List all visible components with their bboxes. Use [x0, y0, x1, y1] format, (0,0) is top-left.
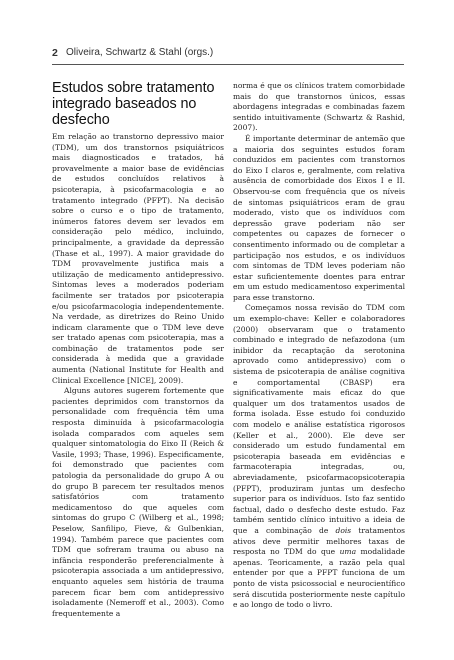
paragraph-text: tratamentos ativos deve permitir melhores taxas de resposta no TDM do que: [233, 525, 405, 557]
paragraph-text: Começamos nossa revisão do TDM com um exemplo-chave: Keller e colaboradores (2000) observaram que o tratamento combinado e integrado de nefazodona (um inibidor da recaptação da serotonina aprovado como antidepressivo) com o sistema de psicoterapia de análise cognitiva e comportamental (CBASP) era significativamente mais eficaz do que qualquer um dos tratamentos usados de forma isolada. Esse estudo foi conduzido com modelo e análise estatística rigorosos (Keller et al., 2000). Ele deve ser considerado um estudo fundamental em psicoterapia baseada em evidências e farmacoterapia integradas, ou, abreviadamente, psicofarmacopsicoterapia (PFPT), produziram juntas um desfecho superior para os indivíduos. Isto faz sentido factual, dado o desfecho deste estudo. Faz também sentido clínico intuitivo a ideia de que a combinação de: [233, 303, 405, 535]
running-head: [52, 47, 412, 61]
emphasis-text: dois: [335, 525, 352, 535]
paragraph-text: modalidade apenas. Teoricamente, a razão pela qual entender por que a PFPT funciona de um ponto de vista psicossocial e neurocientífico será discutida posteriormente neste capítulo e ao longo de todo o livro.: [233, 547, 405, 610]
running-head-text: Oliveira, Schwartz & Stahl (orgs.): [66, 47, 214, 58]
body-paragraph: Em relação ao transtorno depressivo maior (TDM), um dos transtornos psiquiátricos mais diagnosticados e tratados, há provavelmente a maior base de evidências de estudos concluídos relativos à psicoterapia, à psicofarmacologia e ao tratamento integrado (PFPT). Na decisão sobre o curso e o tipo de tratamento, inúmeros fatores devem ser levados em consideração pelo médico, incluindo, principalmente, a gravidade da depressão (Thase et al., 1997). A maior gravidade do TDM provavelmente justifica mais a utilização de medicamento antidepressivo. Sintomas leves a moderados poderiam facilmente ser tratados por psicoterapia e/ou psicofarmacologia independentemente. Na verdade, as diretrizes do Reino Unido indicam claramente que o TDM leve deve ser tratado apenas com psicoterapia, mas a combinação de tratamentos pode ser considerada à medida que a gravidade aumenta (National Institute for Health and Clinical Excellence [NICE], 2009).: [52, 132, 224, 385]
header-rule: [52, 64, 404, 65]
body-paragraph: É importante determinar de antemão que a maioria dos seguintes estudos foram conduzidos em pacientes com transtornos do Eixo I claros e, geralmente, com relativa ausência de comorbidade dos Eixos I e II. Observou-se com frequência que os níveis de sintomas psiquiátricos eram de grau moderado, visto que os indivíduos com depressão grave poderiam não ser competentes ou capazes de fornecer o consentimento informado ou de completar a participação nos estudos, e os indivíduos com sintomas de TDM leves poderiam não estar suficientemente doentes para entrar em um estudo medicamentoso experimental para esse transtorno.: [233, 133, 405, 302]
body-paragraph: norma é que os clínicos tratem comorbidade mais do que transtornos únicos, essas abordagens integradas e combinadas fazem sentido intuitivamente (Schwartz & Rashid, 2007).: [233, 81, 405, 133]
right-column: [233, 81, 405, 611]
body-paragraph: Alguns autores sugerem fortemente que pacientes deprimidos com transtornos da personalidade com frequência têm uma resposta diminuída à psicofarmacologia isolada comparados com aqueles sem qualquer sintomatologia do Eixo II (Reich & Vasile, 1993; Thase, 1996). Especificamente, foi demonstrado que pacientes com patologia da personalidade do grupo A ou do grupo B parecem ter resultados menos satisfatórios com tratamento medicamentoso do que aqueles com sintomas do grupo C (Wilberg et al., 1998; Peselow, Sanfilipo, Fieve, & Gulbenkian, 1994). Também parece que pacientes com TDM que sofreram trauma ou abuso na infância responderão preferencialmente à psicoterapia associada a um antidepressivo, enquanto aqueles sem história de trauma parecem ficar bem com antidepressivo isoladamente (Nemeroff et al., 2003). Como frequentemente a: [52, 386, 224, 618]
left-column: [52, 80, 224, 619]
body-paragraph: [233, 303, 405, 610]
page-number: 2: [52, 47, 58, 59]
emphasis-text: uma: [339, 547, 357, 557]
section-title: Estudos sobre tratamento integrado baseados no desfecho: [52, 80, 215, 128]
